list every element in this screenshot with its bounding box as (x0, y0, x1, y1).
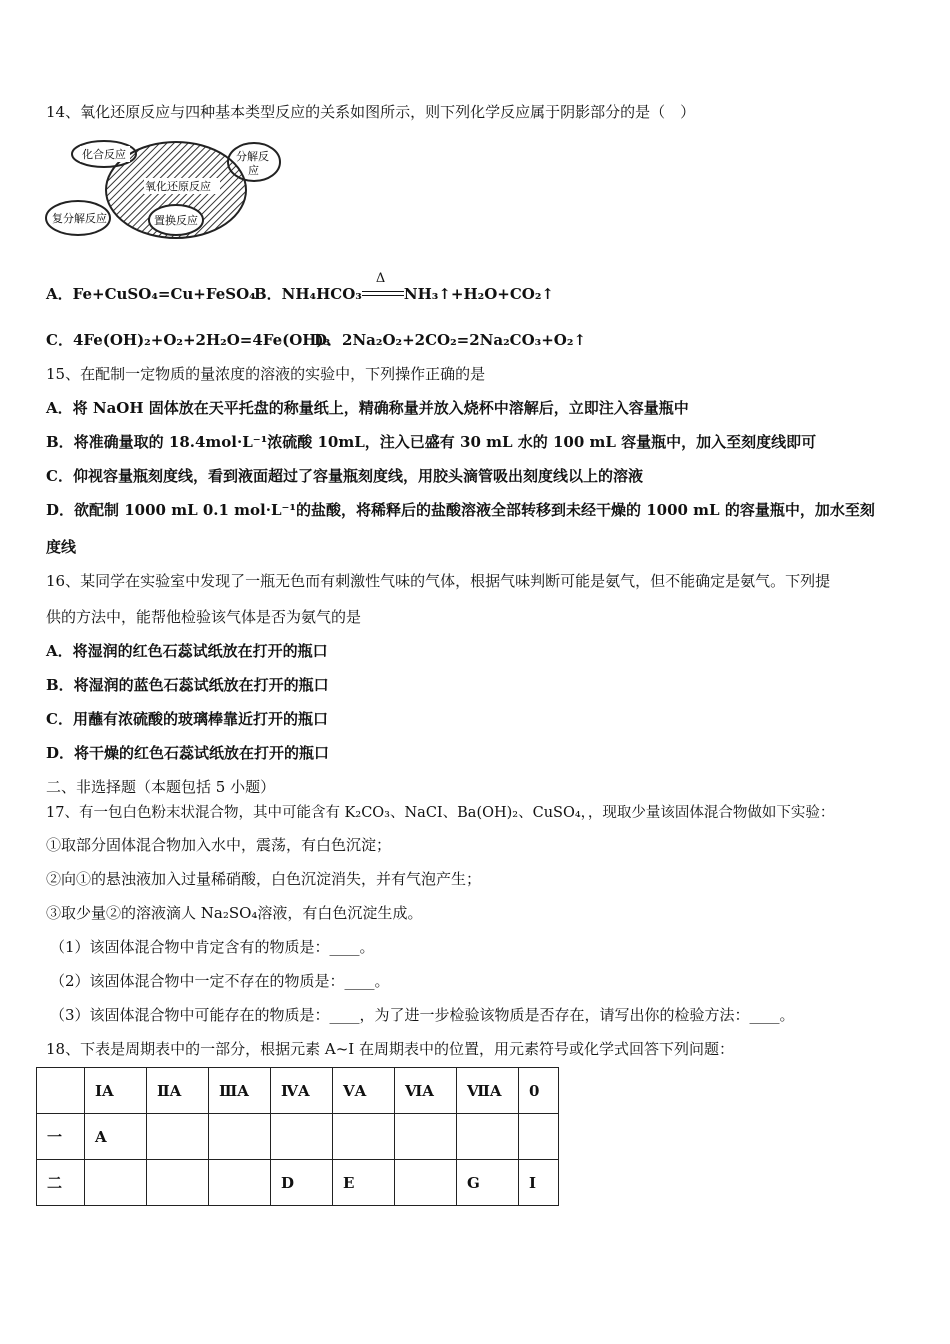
table-cell: ⅡA (147, 1068, 209, 1114)
q14-option-b-reactant: B．NH₄HCO₃ (254, 285, 362, 303)
q17-step1: ①取部分固体混合物加入水中，震荡，有白色沉淀； (46, 836, 392, 854)
q15-option-b: B．将准确量取的 18.4mol·L⁻¹浓硫酸 10mL，注入已盛有 30 mL 水的 100 mL 容量瓶中，加入至刻度线即可 (46, 433, 817, 451)
q14-option-d: D．2Na₂O₂+2CO₂=2Na₂CO₃+O₂↑ (314, 331, 587, 349)
table-cell: ⅣA (271, 1068, 333, 1114)
table-cell: A (85, 1114, 147, 1160)
decomposition-label-2: 应 (248, 164, 259, 177)
table-cell (147, 1160, 209, 1206)
q17-part3: （3）该固体混合物中可能存在的物质是：____，为了进一步检验该物质是否存在，请写出你的检验方法：____。 (50, 1006, 795, 1024)
q16-option-d: D．将干燥的红色石蕊试纸放在打开的瓶口 (46, 744, 330, 762)
q15-option-c: C．仰视容量瓶刻度线，看到液面超过了容量瓶刻度线，用胶头滴管吸出刻度线以上的溶液 (46, 467, 643, 485)
table-cell (85, 1160, 147, 1206)
table-cell: ⅦA (457, 1068, 519, 1114)
q17-part2: （2）该固体混合物中一定不存在的物质是：____。 (50, 972, 390, 990)
table-cell (271, 1114, 333, 1160)
table-cell (519, 1114, 559, 1160)
table-cell (147, 1114, 209, 1160)
q17-step3: ③取少量②的溶液滴人 Na₂SO₄溶液，有白色沉淀生成。 (46, 904, 423, 922)
table-cell (395, 1160, 457, 1206)
table-cell: G (457, 1160, 519, 1206)
heating-condition: Δ (375, 271, 386, 286)
table-row (37, 1114, 559, 1160)
q15-option-d-line1: D．欲配制 1000 mL 0.1 mol·L⁻¹的盐酸，将稀释后的盐酸溶液全部转移到未经干燥的 1000 mL 的容量瓶中，加水至刻 (46, 501, 875, 519)
combination-label: 化合反应 (82, 148, 126, 161)
q17-step2: ②向①的悬浊液加入过量稀硝酸，白色沉淀消失，并有气泡产生； (46, 870, 482, 888)
reaction-venn-diagram (44, 138, 284, 246)
table-cell (457, 1114, 519, 1160)
q14-option-b (254, 271, 555, 305)
table-cell: I (519, 1160, 559, 1206)
heating-arrow (362, 271, 404, 305)
table-cell: ⅤA (333, 1068, 395, 1114)
table-cell (395, 1114, 457, 1160)
q15-option-d-line2: 度线 (46, 538, 77, 556)
q15-stem: 15、在配制一定物质的量浓度的溶液的实验中，下列操作正确的是 (46, 365, 486, 383)
table-cell: 二 (37, 1160, 85, 1206)
q15-option-a: A．将 NaOH 固体放在天平托盘的称量纸上，精确称量并放入烧杯中溶解后，立即注入容量瓶中 (46, 399, 689, 417)
q14-option-b-products: NH₃↑+H₂O+CO₂↑ (403, 285, 555, 303)
section-heading: 二、非选择题（本题包括 5 小题） (46, 778, 276, 796)
table-cell: 一 (37, 1114, 85, 1160)
table-cell: ⅠA (85, 1068, 147, 1114)
table-cell (333, 1114, 395, 1160)
table-cell: D (271, 1160, 333, 1206)
redox-label: 氧化还原反应 (145, 180, 211, 193)
decomposition-label-1: 分解反 (236, 150, 269, 163)
table-cell: 0 (519, 1068, 559, 1114)
q18-stem: 18、下表是周期表中的一部分，根据元素 A~I 在周期表中的位置，用元素符号或化学式回答下列问题： (46, 1040, 734, 1058)
table-cell: ⅢA (209, 1068, 271, 1114)
periodic-table (36, 1067, 559, 1206)
q16-option-b: B．将湿润的蓝色石蕊试纸放在打开的瓶口 (46, 676, 329, 694)
table-cell: ⅥA (395, 1068, 457, 1114)
q16-stem-line1: 16、某同学在实验室中发现了一瓶无色而有刺激性气味的气体，根据气味判断可能是氨气，但不能确定是氨气。下列提 (46, 572, 831, 590)
q16-option-c: C．用蘸有浓硫酸的玻璃棒靠近打开的瓶口 (46, 710, 328, 728)
q16-option-a: A．将湿润的红色石蕊试纸放在打开的瓶口 (46, 642, 328, 660)
displacement-label: 置换反应 (154, 214, 198, 227)
table-row (37, 1068, 559, 1114)
table-cell: E (333, 1160, 395, 1206)
table-cell (37, 1068, 85, 1114)
q17-part1: （1）该固体混合物中肯定含有的物质是：____。 (50, 938, 375, 956)
table-cell (209, 1160, 271, 1206)
table-row (37, 1160, 559, 1206)
q16-stem-line2: 供的方法中，能帮他检验该气体是否为氨气的是 (46, 608, 362, 626)
q17-stem: 17、有一包白色粉末状混合物，其中可能含有 K₂CO₃、NaCI、Ba(OH)₂、CuSO₄，，现取少量该固体混合物做如下实验： (46, 805, 835, 821)
table-cell (209, 1114, 271, 1160)
q14-option-c: C．4Fe(OH)₂+O₂+2H₂O=4Fe(OH)₃ (46, 331, 331, 349)
double-decomposition-label: 复分解反应 (52, 212, 107, 225)
q14-option-a: A．Fe+CuSO₄=Cu+FeSO₄ (46, 285, 256, 303)
q14-stem: 14、氧化还原反应与四种基本类型反应的关系如图所示，则下列化学反应属于阴影部分的是（ ） (46, 103, 696, 121)
